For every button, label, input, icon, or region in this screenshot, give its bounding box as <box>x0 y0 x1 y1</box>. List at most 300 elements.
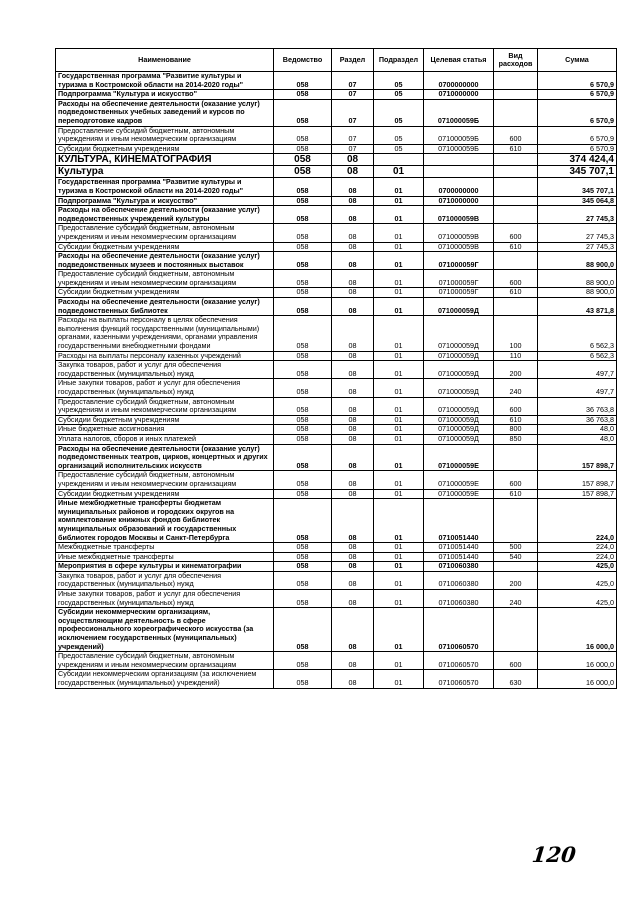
row-expense-type: 800 <box>494 425 538 435</box>
row-expense-type <box>494 608 538 652</box>
row-section: 08 <box>332 242 374 252</box>
row-amount: 157 898,7 <box>538 444 617 471</box>
table-row <box>56 126 617 144</box>
row-target-article: 071000059Г <box>424 252 494 270</box>
row-name: Расходы на выплаты персоналу казенных учреждений <box>56 351 274 361</box>
table-row <box>56 652 617 670</box>
row-name: Предоставление субсидий бюджетным, автономным учреждениям и иным некоммерческим организациям <box>56 126 274 144</box>
row-amount: 6 570,9 <box>538 99 617 126</box>
row-expense-type: 200 <box>494 571 538 589</box>
row-subsection <box>374 154 424 166</box>
row-section: 08 <box>332 489 374 499</box>
table-row <box>56 242 617 252</box>
row-name: Подпрограмма "Культура и искусство" <box>56 90 274 100</box>
row-amount: 16 000,0 <box>538 652 617 670</box>
row-section: 08 <box>332 351 374 361</box>
row-amount: 497,7 <box>538 379 617 397</box>
row-amount: 27 745,3 <box>538 224 617 242</box>
row-name: Предоставление субсидий бюджетным, автономным учреждениям и иным некоммерческим организациям <box>56 471 274 489</box>
row-department: 058 <box>274 196 332 206</box>
row-section: 08 <box>332 196 374 206</box>
row-expense-type <box>494 166 538 178</box>
row-amount: 16 000,0 <box>538 670 617 688</box>
row-section: 08 <box>332 361 374 379</box>
row-name: Межбюджетные трансферты <box>56 543 274 553</box>
row-subsection: 01 <box>374 489 424 499</box>
table-row <box>56 543 617 553</box>
row-expense-type: 600 <box>494 397 538 415</box>
row-amount: 224,0 <box>538 552 617 562</box>
row-amount: 88 900,0 <box>538 252 617 270</box>
row-expense-type: 540 <box>494 552 538 562</box>
row-section: 08 <box>332 270 374 288</box>
row-section: 08 <box>332 670 374 688</box>
row-department: 058 <box>274 166 332 178</box>
row-name: Мероприятия в сфере культуры и кинематографии <box>56 562 274 572</box>
row-subsection: 01 <box>374 415 424 425</box>
row-amount: 27 745,3 <box>538 206 617 224</box>
table-row <box>56 590 617 608</box>
row-amount: 224,0 <box>538 499 617 543</box>
table-row <box>56 298 617 316</box>
row-expense-type: 600 <box>494 471 538 489</box>
row-name: Подпрограмма "Культура и искусство" <box>56 196 274 206</box>
row-expense-type: 630 <box>494 670 538 688</box>
row-subsection: 01 <box>374 196 424 206</box>
row-department: 058 <box>274 552 332 562</box>
row-department: 058 <box>274 126 332 144</box>
row-expense-type <box>494 252 538 270</box>
row-expense-type: 600 <box>494 652 538 670</box>
row-section: 08 <box>332 298 374 316</box>
row-name: Субсидии некоммерческим организациям, осуществляющим деятельность в сфере профессионального хореографического искусства (за исключением государственных (муниципальных) учреждений) <box>56 608 274 652</box>
row-name: Культура <box>56 166 274 178</box>
table-row <box>56 471 617 489</box>
row-name: Уплата налогов, сборов и иных платежей <box>56 434 274 444</box>
row-name: Расходы на обеспечение деятельности (оказание услуг) подведомственных музеев и постоянных выставок <box>56 252 274 270</box>
row-section: 08 <box>332 379 374 397</box>
table-row <box>56 397 617 415</box>
header-target-article: Целевая статья <box>424 49 494 72</box>
row-target-article: 071000059Е <box>424 471 494 489</box>
row-subsection: 01 <box>374 562 424 572</box>
row-amount: 6 570,9 <box>538 72 617 90</box>
table-row <box>56 415 617 425</box>
row-target-article: 0710051440 <box>424 552 494 562</box>
row-expense-type: 200 <box>494 361 538 379</box>
budget-document <box>55 48 616 689</box>
row-department: 058 <box>274 242 332 252</box>
table-row <box>56 571 617 589</box>
row-target-article: 0710060570 <box>424 608 494 652</box>
row-subsection: 01 <box>374 471 424 489</box>
row-section: 07 <box>332 90 374 100</box>
header-department: Ведомство <box>274 49 332 72</box>
row-section: 08 <box>332 425 374 435</box>
row-amount: 157 898,7 <box>538 489 617 499</box>
table-row <box>56 154 617 166</box>
row-subsection: 05 <box>374 90 424 100</box>
row-section: 08 <box>332 154 374 166</box>
row-target-article: 0710000000 <box>424 90 494 100</box>
row-expense-type: 610 <box>494 415 538 425</box>
row-department: 058 <box>274 379 332 397</box>
table-row <box>56 196 617 206</box>
row-subsection: 01 <box>374 499 424 543</box>
row-amount: 345 707,1 <box>538 166 617 178</box>
row-amount: 43 871,8 <box>538 298 617 316</box>
row-expense-type: 600 <box>494 126 538 144</box>
row-department: 058 <box>274 316 332 351</box>
row-target-article <box>424 154 494 166</box>
row-section: 08 <box>332 166 374 178</box>
row-subsection: 05 <box>374 72 424 90</box>
row-target-article: 071000059Д <box>424 397 494 415</box>
table-row <box>56 379 617 397</box>
row-subsection: 01 <box>374 224 424 242</box>
row-department: 058 <box>274 72 332 90</box>
row-subsection: 05 <box>374 126 424 144</box>
row-subsection: 01 <box>374 351 424 361</box>
table-row <box>56 270 617 288</box>
table-row <box>56 252 617 270</box>
row-subsection: 01 <box>374 434 424 444</box>
row-amount: 88 900,0 <box>538 288 617 298</box>
row-amount: 6 562,3 <box>538 316 617 351</box>
row-expense-type: 610 <box>494 288 538 298</box>
row-name: Расходы на выплаты персоналу в целях обеспечения выполнения функций государственными (муниципальными) органами, казенными учреждениями, органами управления государственными внебюджетными фондами <box>56 316 274 351</box>
row-amount: 36 763,8 <box>538 415 617 425</box>
row-target-article: 071000059Д <box>424 316 494 351</box>
row-name: Субсидии бюджетным учреждениям <box>56 288 274 298</box>
row-amount: 88 900,0 <box>538 270 617 288</box>
table-row <box>56 144 617 154</box>
table-row <box>56 178 617 196</box>
row-department: 058 <box>274 298 332 316</box>
row-department: 058 <box>274 562 332 572</box>
table-row <box>56 166 617 178</box>
table-row <box>56 224 617 242</box>
row-section: 08 <box>332 252 374 270</box>
row-target-article: 0710051440 <box>424 543 494 553</box>
row-amount: 425,0 <box>538 590 617 608</box>
row-section: 08 <box>332 590 374 608</box>
row-section: 07 <box>332 72 374 90</box>
table-row <box>56 608 617 652</box>
row-subsection: 01 <box>374 252 424 270</box>
row-amount: 48,0 <box>538 425 617 435</box>
header-name: Наименование <box>56 49 274 72</box>
row-subsection: 01 <box>374 270 424 288</box>
row-subsection: 01 <box>374 543 424 553</box>
row-department: 058 <box>274 206 332 224</box>
row-target-article: 0710060380 <box>424 590 494 608</box>
row-amount: 425,0 <box>538 571 617 589</box>
row-amount: 48,0 <box>538 434 617 444</box>
row-target-article: 071000059Д <box>424 434 494 444</box>
row-target-article: 0710060380 <box>424 571 494 589</box>
row-amount: 374 424,4 <box>538 154 617 166</box>
row-expense-type <box>494 562 538 572</box>
row-name: Закупка товаров, работ и услуг для обеспечения государственных (муниципальных) нужд <box>56 571 274 589</box>
row-section: 08 <box>332 415 374 425</box>
row-expense-type: 600 <box>494 224 538 242</box>
row-expense-type: 610 <box>494 489 538 499</box>
row-section: 08 <box>332 543 374 553</box>
table-row <box>56 444 617 471</box>
row-department: 058 <box>274 444 332 471</box>
row-department: 058 <box>274 499 332 543</box>
row-department: 058 <box>274 652 332 670</box>
row-name: Иные межбюджетные трансферты бюджетам муниципальных районов и городских округов на комплектование книжных фондов библиотек муниципальных образований и государственных библиотек городов Москвы и Санкт-Петербурга <box>56 499 274 543</box>
row-expense-type <box>494 90 538 100</box>
row-amount: 425,0 <box>538 562 617 572</box>
row-expense-type: 850 <box>494 434 538 444</box>
table-row <box>56 434 617 444</box>
row-subsection: 01 <box>374 552 424 562</box>
row-expense-type: 500 <box>494 543 538 553</box>
row-section: 08 <box>332 316 374 351</box>
row-target-article: 0710051440 <box>424 499 494 543</box>
row-expense-type: 610 <box>494 144 538 154</box>
row-name: Расходы на обеспечение деятельности (оказание услуг) подведомственных учреждений культуры <box>56 206 274 224</box>
table-row <box>56 288 617 298</box>
row-target-article: 0700000000 <box>424 72 494 90</box>
table-row <box>56 552 617 562</box>
row-department: 058 <box>274 90 332 100</box>
budget-table <box>55 48 617 689</box>
row-subsection: 01 <box>374 425 424 435</box>
row-department: 058 <box>274 425 332 435</box>
row-amount: 27 745,3 <box>538 242 617 252</box>
row-department: 058 <box>274 288 332 298</box>
table-row <box>56 99 617 126</box>
row-section: 08 <box>332 571 374 589</box>
table-row <box>56 489 617 499</box>
row-subsection: 05 <box>374 99 424 126</box>
row-section: 08 <box>332 224 374 242</box>
row-name: Субсидии бюджетным учреждениям <box>56 144 274 154</box>
row-name: Предоставление субсидий бюджетным, автономным учреждениям и иным некоммерческим организациям <box>56 652 274 670</box>
table-row <box>56 361 617 379</box>
row-subsection: 01 <box>374 379 424 397</box>
row-department: 058 <box>274 224 332 242</box>
row-subsection: 01 <box>374 444 424 471</box>
row-section: 08 <box>332 562 374 572</box>
row-target-article: 071000059В <box>424 206 494 224</box>
row-department: 058 <box>274 571 332 589</box>
row-name: Расходы на обеспечение деятельности (оказание услуг) подведомственных учебных заведений и курсов по переподготовке кадров <box>56 99 274 126</box>
table-row <box>56 90 617 100</box>
row-section: 08 <box>332 608 374 652</box>
row-target-article: 071000059Е <box>424 444 494 471</box>
row-department: 058 <box>274 543 332 553</box>
row-department: 058 <box>274 415 332 425</box>
table-row <box>56 206 617 224</box>
row-target-article: 071000059Е <box>424 489 494 499</box>
table-row <box>56 499 617 543</box>
table-row <box>56 316 617 351</box>
header-expense-type: Вид расходов <box>494 49 538 72</box>
header-subsection: Подраздел <box>374 49 424 72</box>
table-row <box>56 670 617 688</box>
row-target-article: 0710060570 <box>424 652 494 670</box>
row-section: 08 <box>332 444 374 471</box>
row-name: Расходы на обеспечение деятельности (оказание услуг) подведомственных библиотек <box>56 298 274 316</box>
row-name: Предоставление субсидий бюджетным, автономным учреждениям и иным некоммерческим организациям <box>56 224 274 242</box>
row-expense-type <box>494 499 538 543</box>
table-row <box>56 72 617 90</box>
row-name: Государственная программа "Развитие культуры и туризма в Костромской области на 2014-2020 годы" <box>56 178 274 196</box>
row-expense-type: 240 <box>494 590 538 608</box>
row-amount: 6 570,9 <box>538 126 617 144</box>
row-department: 058 <box>274 270 332 288</box>
row-department: 058 <box>274 608 332 652</box>
row-expense-type: 100 <box>494 316 538 351</box>
row-subsection: 01 <box>374 590 424 608</box>
row-section: 08 <box>332 397 374 415</box>
row-name: Субсидии некоммерческим организациям (за исключением государственных (муниципальных) учреждений) <box>56 670 274 688</box>
row-name: Иные закупки товаров, работ и услуг для обеспечения государственных (муниципальных) нужд <box>56 590 274 608</box>
row-subsection: 01 <box>374 288 424 298</box>
row-target-article: 071000059Д <box>424 425 494 435</box>
row-expense-type <box>494 298 538 316</box>
row-section: 07 <box>332 126 374 144</box>
row-subsection: 01 <box>374 206 424 224</box>
row-subsection: 01 <box>374 361 424 379</box>
row-expense-type <box>494 178 538 196</box>
table-row <box>56 351 617 361</box>
row-target-article: 071000059В <box>424 224 494 242</box>
row-target-article: 071000059Г <box>424 288 494 298</box>
row-amount: 157 898,7 <box>538 471 617 489</box>
row-section: 07 <box>332 99 374 126</box>
row-section: 08 <box>332 552 374 562</box>
row-department: 058 <box>274 154 332 166</box>
row-expense-type: 600 <box>494 270 538 288</box>
row-name: Предоставление субсидий бюджетным, автономным учреждениям и иным некоммерческим организациям <box>56 397 274 415</box>
row-target-article <box>424 166 494 178</box>
row-name: КУЛЬТУРА, КИНЕМАТОГРАФИЯ <box>56 154 274 166</box>
row-subsection: 01 <box>374 166 424 178</box>
row-amount: 497,7 <box>538 361 617 379</box>
page-number: 120 <box>530 842 578 867</box>
row-amount: 16 000,0 <box>538 608 617 652</box>
row-department: 058 <box>274 397 332 415</box>
table-row <box>56 562 617 572</box>
header-amount: Сумма <box>538 49 617 72</box>
row-subsection: 01 <box>374 608 424 652</box>
row-expense-type <box>494 72 538 90</box>
table-header-row <box>56 49 617 72</box>
row-target-article: 071000059Б <box>424 144 494 154</box>
row-amount: 6 570,9 <box>538 144 617 154</box>
row-target-article: 071000059В <box>424 242 494 252</box>
header-section: Раздел <box>332 49 374 72</box>
row-subsection: 05 <box>374 144 424 154</box>
row-department: 058 <box>274 471 332 489</box>
row-department: 058 <box>274 670 332 688</box>
row-subsection: 01 <box>374 397 424 415</box>
row-expense-type <box>494 206 538 224</box>
row-department: 058 <box>274 590 332 608</box>
row-target-article: 071000059Д <box>424 361 494 379</box>
row-expense-type: 240 <box>494 379 538 397</box>
row-department: 058 <box>274 252 332 270</box>
row-section: 08 <box>332 652 374 670</box>
row-target-article: 071000059Д <box>424 379 494 397</box>
row-name: Субсидии бюджетным учреждениям <box>56 415 274 425</box>
row-subsection: 01 <box>374 571 424 589</box>
row-target-article: 071000059Б <box>424 99 494 126</box>
row-name: Предоставление субсидий бюджетным, автономным учреждениям и иным некоммерческим организациям <box>56 270 274 288</box>
row-subsection: 01 <box>374 652 424 670</box>
row-amount: 6 570,9 <box>538 90 617 100</box>
row-amount: 345 707,1 <box>538 178 617 196</box>
table-body <box>56 72 617 689</box>
row-target-article: 071000059Д <box>424 415 494 425</box>
row-expense-type <box>494 196 538 206</box>
row-target-article: 071000059Б <box>424 126 494 144</box>
row-target-article: 071000059Д <box>424 298 494 316</box>
row-department: 058 <box>274 361 332 379</box>
row-target-article: 0710000000 <box>424 196 494 206</box>
row-department: 058 <box>274 99 332 126</box>
row-section: 08 <box>332 288 374 298</box>
row-subsection: 01 <box>374 242 424 252</box>
row-target-article: 0710060570 <box>424 670 494 688</box>
row-target-article: 0710060380 <box>424 562 494 572</box>
row-target-article: 071000059Д <box>424 351 494 361</box>
row-section: 08 <box>332 499 374 543</box>
row-section: 08 <box>332 178 374 196</box>
row-department: 058 <box>274 144 332 154</box>
row-expense-type <box>494 154 538 166</box>
row-department: 058 <box>274 351 332 361</box>
row-expense-type: 610 <box>494 242 538 252</box>
table-row <box>56 425 617 435</box>
row-subsection: 01 <box>374 178 424 196</box>
row-amount: 36 763,8 <box>538 397 617 415</box>
row-target-article: 0700000000 <box>424 178 494 196</box>
row-name: Иные межбюджетные трансферты <box>56 552 274 562</box>
row-amount: 345 064,8 <box>538 196 617 206</box>
row-subsection: 01 <box>374 316 424 351</box>
row-section: 07 <box>332 144 374 154</box>
row-name: Иные бюджетные ассигнования <box>56 425 274 435</box>
row-section: 08 <box>332 206 374 224</box>
row-expense-type <box>494 444 538 471</box>
row-name: Субсидии бюджетным учреждениям <box>56 489 274 499</box>
row-name: Закупка товаров, работ и услуг для обеспечения государственных (муниципальных) нужд <box>56 361 274 379</box>
row-section: 08 <box>332 434 374 444</box>
row-department: 058 <box>274 434 332 444</box>
row-subsection: 01 <box>374 670 424 688</box>
row-amount: 224,0 <box>538 543 617 553</box>
row-expense-type: 110 <box>494 351 538 361</box>
row-name: Иные закупки товаров, работ и услуг для обеспечения государственных (муниципальных) нужд <box>56 379 274 397</box>
row-department: 058 <box>274 178 332 196</box>
row-name: Расходы на обеспечение деятельности (оказание услуг) подведомственных театров, цирков, концертных и других организаций исполнительских искусств <box>56 444 274 471</box>
row-department: 058 <box>274 489 332 499</box>
row-section: 08 <box>332 471 374 489</box>
row-target-article: 071000059Г <box>424 270 494 288</box>
row-name: Субсидии бюджетным учреждениям <box>56 242 274 252</box>
row-name: Государственная программа "Развитие культуры и туризма в Костромской области на 2014-2020 годы" <box>56 72 274 90</box>
row-amount: 6 562,3 <box>538 351 617 361</box>
row-expense-type <box>494 99 538 126</box>
row-subsection: 01 <box>374 298 424 316</box>
